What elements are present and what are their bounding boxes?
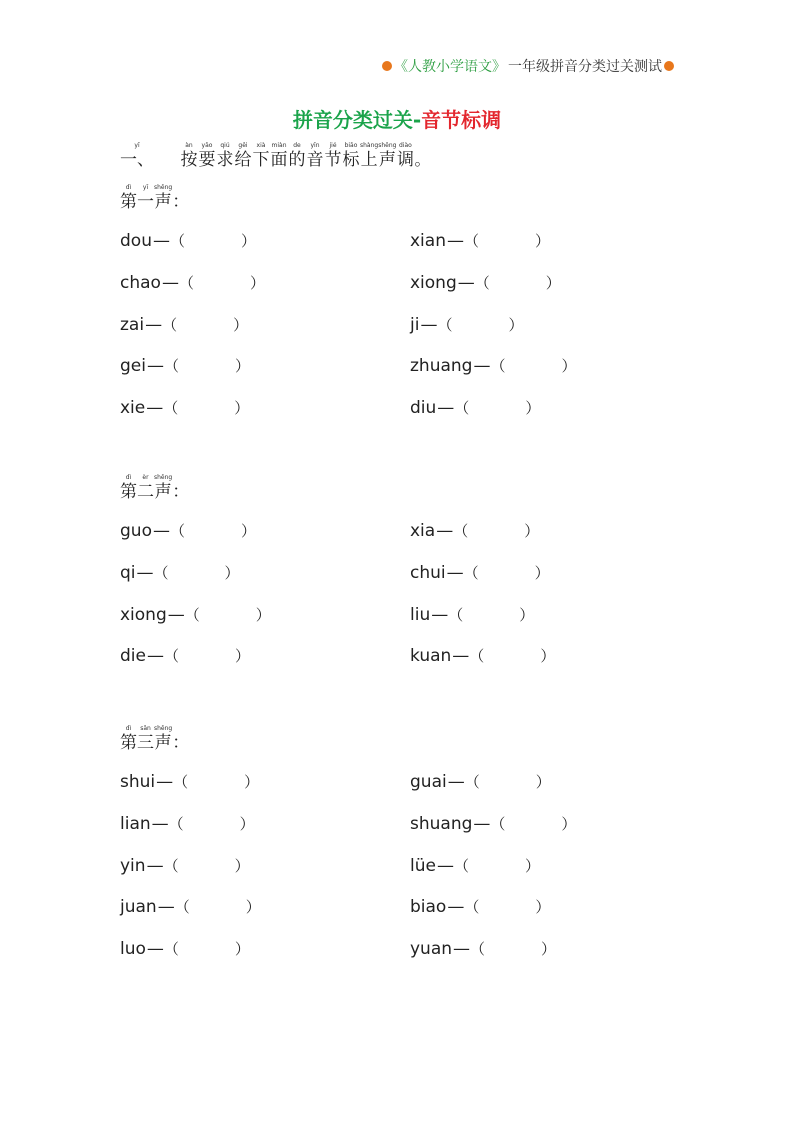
dash-separator: —: [146, 856, 164, 876]
close-paren: ）: [255, 606, 271, 624]
syllable-text: chao: [120, 273, 161, 293]
hanzi-char: 下: [252, 150, 270, 170]
close-paren: ）: [541, 940, 557, 958]
syllable-text: xia: [410, 521, 436, 541]
hanzi-char: 标: [342, 150, 360, 170]
open-paren: （: [163, 399, 179, 417]
open-paren: （: [153, 564, 169, 582]
heading-char: [154, 725, 172, 753]
hanzi-char: 声: [154, 192, 172, 212]
pinyin-annotation: yī: [134, 142, 140, 149]
dash-separator: —: [420, 315, 438, 335]
open-paren: （: [173, 773, 189, 791]
dash-separator: —: [167, 605, 185, 625]
close-paren: ）: [561, 815, 577, 833]
heading-colon: ：: [172, 482, 190, 502]
open-paren: （: [464, 773, 480, 791]
section-heading: [120, 184, 189, 212]
close-paren: ）: [525, 399, 541, 417]
dash-separator: —: [157, 897, 175, 917]
syllable-item: [410, 314, 523, 335]
syllable-item: [410, 230, 550, 251]
syllable-item: [410, 604, 534, 625]
syllable-text: diu: [410, 398, 437, 418]
dash-separator: —: [146, 398, 164, 418]
close-paren: ）: [524, 522, 540, 540]
open-paren: （: [454, 399, 470, 417]
syllable-text: guai: [410, 772, 447, 792]
section-heading: [120, 474, 189, 502]
dash-separator: —: [156, 772, 174, 792]
syllable-item: [410, 645, 555, 666]
instruction-char: [288, 142, 306, 170]
pinyin-annotation: shēng: [154, 184, 173, 191]
pinyin-annotation: shēng: [378, 142, 397, 149]
hanzi-char: 音: [306, 150, 324, 170]
hanzi-char: 第: [120, 482, 137, 502]
pinyin-annotation: yīn: [310, 142, 320, 149]
syllable-item: [410, 896, 550, 917]
syllable-item: [120, 938, 250, 959]
syllable-text: juan: [120, 897, 157, 917]
instruction-number-text: 一、: [120, 150, 154, 170]
orange-dot-icon: [382, 61, 392, 71]
dash-separator: —: [446, 231, 464, 251]
pinyin-annotation: dì: [125, 184, 132, 191]
syllable-item: [410, 520, 539, 541]
dash-separator: —: [436, 521, 454, 541]
hanzi-char: 二: [137, 482, 154, 502]
instruction-char: [216, 142, 234, 170]
syllable-text: luo: [120, 939, 146, 959]
instruction-char: [252, 142, 270, 170]
dash-separator: —: [473, 356, 491, 376]
hanzi-char: 声: [154, 733, 172, 753]
syllable-item: [410, 855, 540, 876]
pinyin-annotation: biāo: [344, 142, 358, 149]
close-paren: ）: [540, 647, 556, 665]
close-paren: ）: [244, 773, 260, 791]
open-paren: （: [470, 940, 486, 958]
instruction-char: [360, 142, 378, 170]
syllable-item: [120, 397, 249, 418]
hanzi-char: 声: [154, 482, 172, 502]
syllable-item: [120, 896, 261, 917]
dash-separator: —: [447, 897, 465, 917]
syllable-item: [120, 771, 259, 792]
close-paren: ）: [524, 857, 540, 875]
open-paren: （: [168, 815, 184, 833]
open-paren: （: [437, 316, 453, 334]
dash-separator: —: [453, 939, 471, 959]
close-paren: ）: [240, 522, 256, 540]
close-paren: ）: [545, 274, 561, 292]
pinyin-annotation: èr: [142, 474, 149, 481]
syllable-item: [120, 562, 240, 583]
open-paren: （: [169, 522, 185, 540]
dash-separator: —: [145, 315, 163, 335]
hanzi-char: 声: [378, 150, 396, 170]
hanzi-char: 求: [216, 150, 234, 170]
close-paren: ）: [240, 232, 256, 250]
open-paren: （: [184, 606, 200, 624]
syllable-item: [410, 397, 540, 418]
dash-separator: —: [446, 563, 464, 583]
syllable-item: [120, 645, 250, 666]
pinyin-annotation: yī: [142, 184, 149, 191]
open-paren: （: [163, 647, 179, 665]
syllable-text: gei: [120, 356, 146, 376]
heading-colon: ：: [172, 733, 190, 753]
open-paren: （: [178, 274, 194, 292]
pinyin-annotation: àn: [185, 142, 193, 149]
syllable-item: [410, 562, 550, 583]
syllable-item: [120, 813, 255, 834]
syllable-item: [120, 520, 256, 541]
page-title: [0, 104, 794, 133]
heading-char: [154, 184, 172, 212]
syllable-text: xie: [120, 398, 146, 418]
pinyin-annotation: yāo: [201, 142, 213, 149]
open-paren: （: [174, 898, 190, 916]
dash-separator: —: [152, 231, 170, 251]
close-paren: ）: [234, 940, 250, 958]
open-paren: （: [162, 316, 178, 334]
dash-separator: —: [437, 398, 455, 418]
syllable-text: lian: [120, 814, 151, 834]
close-paren: ）: [561, 357, 577, 375]
syllable-item: [410, 272, 561, 293]
hanzi-char: 节: [324, 150, 342, 170]
pinyin-annotation: jié: [329, 142, 337, 149]
open-paren: （: [469, 647, 485, 665]
hanzi-char: 调: [396, 150, 414, 170]
syllable-item: [120, 272, 265, 293]
instruction-char: [324, 142, 342, 170]
syllable-item: [120, 314, 248, 335]
syllable-item: [120, 230, 256, 251]
close-paren: ）: [235, 357, 251, 375]
close-paren: ）: [519, 606, 535, 624]
syllable-text: liu: [410, 605, 431, 625]
header-test-title: 一年级拼音分类过关测试: [508, 59, 662, 75]
close-paren: ）: [249, 274, 265, 292]
section-heading: [120, 725, 189, 753]
syllable-item: [410, 355, 577, 376]
close-paren: ）: [224, 564, 240, 582]
pinyin-annotation: shēng: [154, 725, 173, 732]
dash-separator: —: [146, 646, 164, 666]
syllable-text: biao: [410, 897, 447, 917]
hanzi-char: 面: [270, 150, 288, 170]
hanzi-char: 按: [180, 150, 198, 170]
open-paren: （: [464, 898, 480, 916]
open-paren: （: [474, 274, 490, 292]
dash-separator: —: [151, 814, 169, 834]
open-paren: （: [163, 357, 179, 375]
instruction-char: [180, 142, 198, 170]
close-paren: ）: [234, 857, 250, 875]
syllable-text: dou: [120, 231, 152, 251]
instruction-char: [306, 142, 324, 170]
heading-char: [154, 474, 172, 502]
close-paren: ）: [535, 773, 551, 791]
pinyin-annotation: qiú: [220, 142, 230, 149]
hanzi-char: 第: [120, 733, 137, 753]
close-paren: ）: [235, 647, 251, 665]
pinyin-annotation: xià: [256, 142, 266, 149]
syllable-text: xiong: [410, 273, 457, 293]
syllable-text: ji: [410, 315, 420, 335]
dash-separator: —: [431, 605, 449, 625]
syllable-text: yuan: [410, 939, 453, 959]
instruction-number: [120, 142, 154, 170]
instruction-char: [198, 142, 216, 170]
pinyin-annotation: dì: [125, 474, 132, 481]
pinyin-annotation: shēng: [154, 474, 173, 481]
syllable-text: yin: [120, 856, 146, 876]
dash-separator: —: [436, 856, 454, 876]
title-green: 拼音分类过关-: [292, 108, 422, 132]
hanzi-char: 上: [360, 150, 378, 170]
instruction-char: [270, 142, 288, 170]
syllable-text: chui: [410, 563, 446, 583]
instruction-char: [234, 142, 252, 170]
close-paren: ）: [234, 399, 250, 417]
syllable-text: shuang: [410, 814, 473, 834]
syllable-text: qi: [120, 563, 136, 583]
open-paren: （: [490, 815, 506, 833]
syllable-text: zhuang: [410, 356, 473, 376]
pinyin-annotation: shàng: [360, 142, 379, 149]
pinyin-annotation: diào: [399, 142, 412, 149]
close-paren: ）: [239, 815, 255, 833]
syllable-text: guo: [120, 521, 152, 541]
open-paren: （: [453, 857, 469, 875]
open-paren: （: [453, 522, 469, 540]
heading-char: [120, 725, 137, 753]
syllable-text: xiong: [120, 605, 167, 625]
close-paren: ）: [534, 564, 550, 582]
dash-separator: —: [473, 814, 491, 834]
syllable-item: [410, 771, 551, 792]
heading-char: [120, 474, 137, 502]
open-paren: （: [163, 857, 179, 875]
close-paren: ）: [535, 232, 551, 250]
close-paren: ）: [535, 898, 551, 916]
dash-separator: —: [136, 563, 154, 583]
open-paren: （: [490, 357, 506, 375]
close-paren: ）: [245, 898, 261, 916]
syllable-text: zai: [120, 315, 145, 335]
pinyin-annotation: miàn: [271, 142, 287, 149]
instruction-char: [378, 142, 396, 170]
heading-char: [137, 474, 154, 502]
header-book-title: 《人教小学语文》: [394, 59, 506, 75]
pinyin-annotation: de: [293, 142, 301, 149]
instruction-char: [396, 142, 414, 170]
hanzi-char: 给: [234, 150, 252, 170]
syllable-text: die: [120, 646, 146, 666]
syllable-text: shui: [120, 772, 156, 792]
syllable-item: [410, 813, 576, 834]
dash-separator: —: [452, 646, 470, 666]
open-paren: （: [163, 940, 179, 958]
title-red: 音节标调: [421, 108, 502, 132]
open-paren: （: [448, 606, 464, 624]
open-paren: （: [463, 564, 479, 582]
instruction-char: [342, 142, 360, 170]
dash-separator: —: [152, 521, 170, 541]
hanzi-char: 三: [137, 733, 154, 753]
heading-colon: ：: [172, 192, 190, 212]
pinyin-annotation: sān: [140, 725, 151, 732]
syllable-text: kuan: [410, 646, 452, 666]
syllable-item: [410, 938, 556, 959]
instruction: [120, 142, 430, 170]
hanzi-char: 一: [137, 192, 154, 212]
heading-char: [120, 184, 137, 212]
page-header: [382, 56, 674, 76]
dash-separator: —: [447, 772, 465, 792]
close-paren: ）: [508, 316, 524, 334]
dash-separator: —: [161, 273, 179, 293]
pinyin-annotation: gěi: [238, 142, 248, 149]
hanzi-char: 第: [120, 192, 137, 212]
heading-char: [137, 184, 154, 212]
dash-separator: —: [146, 939, 164, 959]
syllable-item: [120, 355, 250, 376]
dash-separator: —: [146, 356, 164, 376]
orange-dot-icon: [664, 61, 674, 71]
hanzi-char: 的: [288, 150, 306, 170]
hanzi-char: 要: [198, 150, 216, 170]
syllable-text: xian: [410, 231, 446, 251]
syllable-item: [120, 855, 250, 876]
instruction-end: 。: [414, 150, 431, 169]
heading-char: [137, 725, 154, 753]
syllable-item: [120, 604, 271, 625]
close-paren: ）: [233, 316, 249, 334]
open-paren: （: [169, 232, 185, 250]
open-paren: （: [463, 232, 479, 250]
syllable-text: lüe: [410, 856, 436, 876]
dash-separator: —: [457, 273, 475, 293]
pinyin-annotation: dì: [125, 725, 132, 732]
